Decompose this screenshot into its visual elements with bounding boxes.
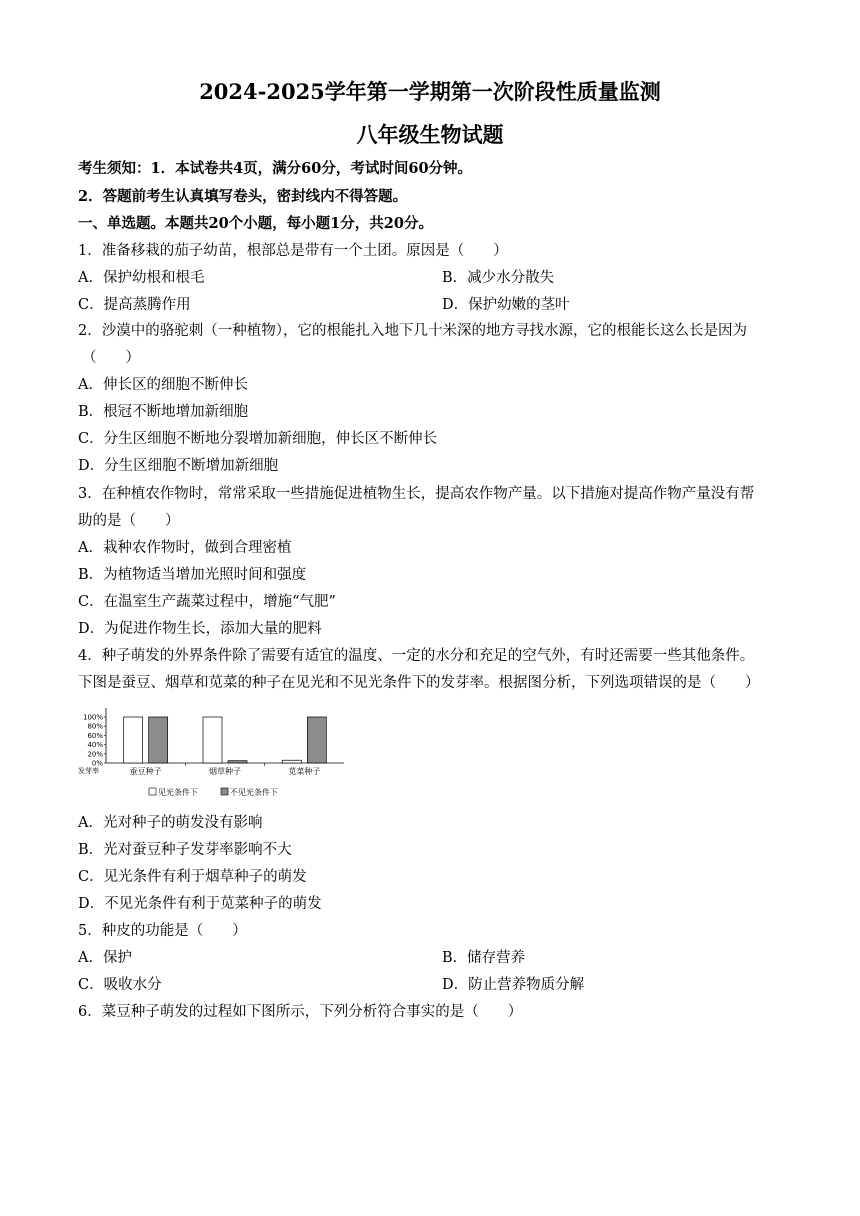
q3-option-d: D．为促进作物生长，添加大量的肥料 bbox=[78, 621, 322, 637]
q4-stem-2: 下图是蚕豆、烟草和苋菜的种子在见光和不见光条件下的发芽率。根据图分析，下列选项错误的是（ ） bbox=[78, 675, 760, 691]
q1-option-d: D．保护幼嫩的茎叶 bbox=[442, 297, 570, 313]
legend-swatch bbox=[149, 788, 156, 795]
q3-option-c: C．在温室生产蔬菜过程中，增施“气肥” bbox=[78, 594, 336, 610]
notice-line-1: 考生须知：1．本试卷共4页，满分60分，考试时间60分钟。 bbox=[78, 160, 473, 177]
q1-option-c: C．提高蒸腾作用 bbox=[78, 297, 191, 313]
q2-option-d: D．分生区细胞不断增加新细胞 bbox=[78, 458, 279, 474]
legend-label: 见光条件下 bbox=[158, 788, 198, 797]
q2-option-b: B．根冠不断地增加新细胞 bbox=[78, 404, 249, 420]
category-label: 烟草种子 bbox=[209, 767, 241, 776]
q5-option-b: B．储存营养 bbox=[442, 950, 526, 966]
q6-stem: 6．菜豆种子萌发的过程如下图所示，下列分析符合事实的是（ ） bbox=[78, 1004, 523, 1020]
q4-option-c: C．见光条件有利于烟草种子的萌发 bbox=[78, 869, 307, 885]
germination-rate-chart bbox=[76, 705, 356, 803]
q1-option-b: B．减少水分散失 bbox=[442, 270, 555, 286]
y-tick-label: 20% bbox=[87, 750, 103, 759]
q3-option-a: A．栽种农作物时，做到合理密植 bbox=[78, 540, 292, 556]
bar-dark bbox=[228, 761, 247, 763]
q2-stem-1: 2．沙漠中的骆驼刺（一种植物），它的根能扎入地下几十米深的地方寻找水源，它的根能长这么长是因为 bbox=[78, 323, 747, 339]
y-tick-label: 0% bbox=[91, 759, 103, 768]
bar-light bbox=[124, 717, 143, 763]
q5-option-d: D．防止营养物质分解 bbox=[442, 977, 585, 993]
q5-option-c: C．吸收水分 bbox=[78, 977, 162, 993]
legend-label: 不见光条件下 bbox=[230, 788, 278, 797]
q4-option-b: B．光对蚕豆种子发芽率影响不大 bbox=[78, 842, 292, 858]
q1-stem: 1．准备移栽的茄子幼苗，根部总是带有一个土团。原因是（ ） bbox=[78, 243, 508, 259]
exam-subtitle: 八年级生物试题 bbox=[356, 122, 504, 147]
q3-stem-1: 3．在种植农作物时，常常采取一些措施促进植物生长，提高农作物产量。以下措施对提高作物产量没有帮 bbox=[78, 486, 755, 502]
exam-title: 2024-2025学年第一学期第一次阶段性质量监测 bbox=[199, 79, 661, 104]
q3-stem-2: 助的是（ ） bbox=[78, 513, 180, 529]
y-axis-label: 发芽率 bbox=[78, 767, 99, 775]
y-tick-label: 100% bbox=[82, 713, 103, 722]
q2-stem-2: （ ） bbox=[82, 350, 140, 366]
q2-option-a: A．伸长区的细胞不断伸长 bbox=[78, 377, 248, 393]
notice-line-2: 2．答题前考生认真填写卷头，密封线内不得答题。 bbox=[78, 188, 408, 205]
bar-light bbox=[203, 717, 222, 763]
y-tick-label: 80% bbox=[87, 722, 103, 731]
q4-option-d: D．不见光条件有利于苋菜种子的萌发 bbox=[78, 896, 322, 912]
bar-dark bbox=[149, 717, 168, 763]
q5-stem: 5．种皮的功能是（ ） bbox=[78, 923, 247, 939]
q5-option-a: A．保护 bbox=[78, 950, 132, 966]
q1-option-a: A．保护幼根和根毛 bbox=[78, 270, 205, 286]
category-label: 蚕豆种子 bbox=[129, 767, 162, 776]
bar-light bbox=[282, 760, 301, 763]
y-tick-label: 40% bbox=[87, 741, 103, 750]
y-tick-label: 60% bbox=[87, 731, 103, 740]
legend-swatch bbox=[221, 788, 228, 795]
q4-option-a: A．光对种子的萌发没有影响 bbox=[78, 815, 263, 831]
category-label: 苋菜种子 bbox=[288, 767, 321, 776]
bar-dark bbox=[307, 717, 326, 763]
q3-option-b: B．为植物适当增加光照时间和强度 bbox=[78, 567, 307, 583]
q4-stem-1: 4．种子萌发的外界条件除了需要有适宜的温度、一定的水分和充足的空气外，有时还需要一些其他条件。 bbox=[78, 648, 755, 664]
q2-option-c: C．分生区细胞不断地分裂增加新细胞，伸长区不断伸长 bbox=[78, 431, 438, 447]
section-heading: 一、单选题。本题共20个小题，每小题1分，共20分。 bbox=[78, 215, 433, 232]
